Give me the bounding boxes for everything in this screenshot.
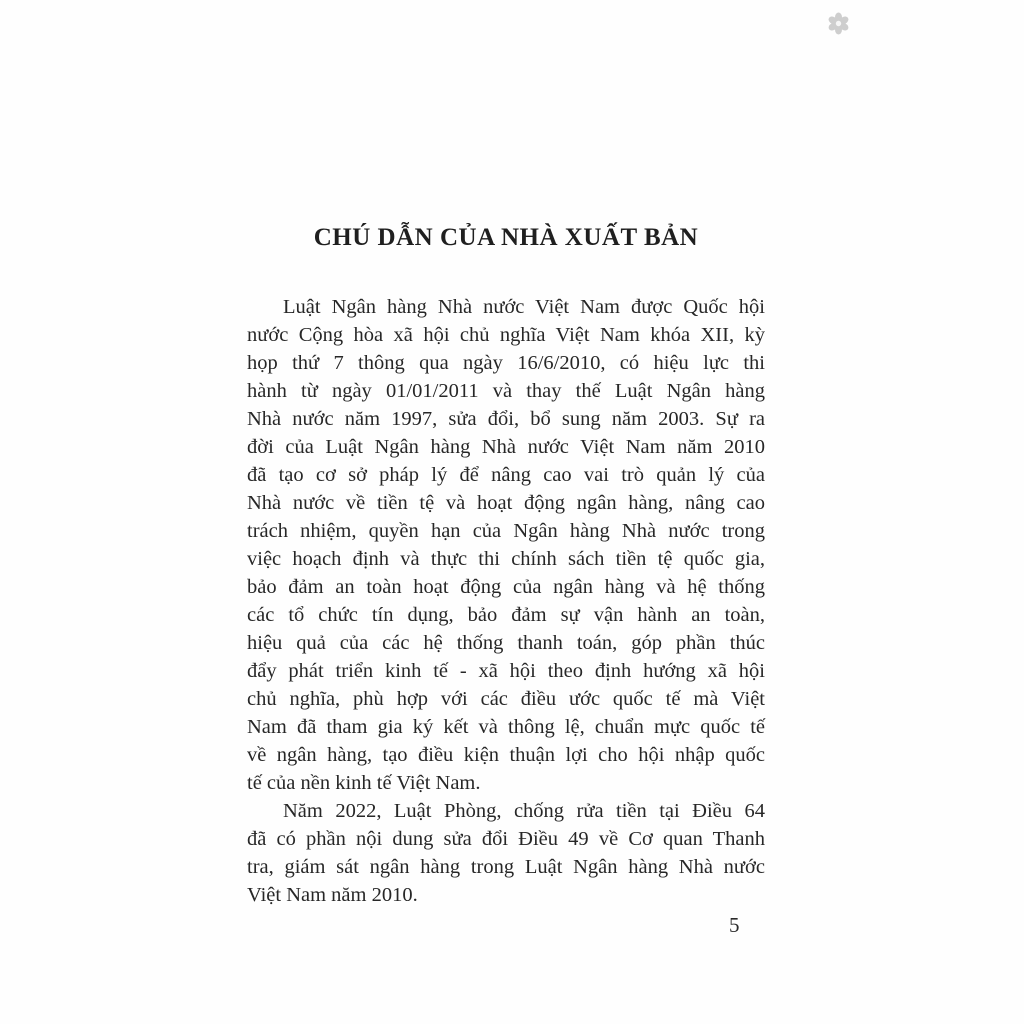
text-line: việc hoạch định và thực thi chính sách tiền tệ quốc gia, [247, 548, 765, 570]
text-line: đã tạo cơ sở pháp lý để nâng cao vai trò quản lý của [247, 464, 765, 486]
text-line: Nam đã tham gia ký kết và thông lệ, chuẩn mực quốc tế [247, 716, 765, 738]
text-line: nước Cộng hòa xã hội chủ nghĩa Việt Nam khóa XII, kỳ [247, 324, 765, 346]
text-line: bảo đảm an toàn hoạt động của ngân hàng và hệ thống [247, 576, 765, 598]
text-line: trách nhiệm, quyền hạn của Ngân hàng Nhà nước trong [247, 520, 765, 542]
text-line: tế của nền kinh tế Việt Nam. [247, 772, 481, 794]
text-line: về ngân hàng, tạo điều kiện thuận lợi cho hội nhập quốc [247, 744, 765, 766]
text-line: hành từ ngày 01/01/2011 và thay thế Luật Ngân hàng [247, 380, 765, 402]
text-line: Việt Nam năm 2010. [247, 884, 418, 906]
text-line: Luật Ngân hàng Nhà nước Việt Nam được Quốc hội [283, 296, 765, 318]
paragraph [247, 293, 765, 797]
text-line: hiệu quả của các hệ thống thanh toán, góp phần thúc [247, 632, 765, 654]
paragraph [247, 797, 765, 909]
page-number: 5 [729, 913, 740, 937]
body-text [247, 293, 765, 909]
text-line: tra, giám sát ngân hàng trong Luật Ngân hàng Nhà nước [247, 856, 765, 878]
text-line: chủ nghĩa, phù hợp với các điều ước quốc tế mà Việt [247, 688, 765, 710]
text-line: đẩy phát triển kinh tế - xã hội theo định hướng xã hội [247, 660, 765, 682]
text-line: đời của Luật Ngân hàng Nhà nước Việt Nam năm 2010 [247, 436, 765, 458]
flower-icon [825, 10, 852, 37]
text-line: Năm 2022, Luật Phòng, chống rửa tiền tại Điều 64 [283, 800, 765, 822]
text-line: họp thứ 7 thông qua ngày 16/6/2010, có hiệu lực thi [247, 352, 765, 374]
text-line: Nhà nước về tiền tệ và hoạt động ngân hàng, nâng cao [247, 492, 765, 514]
text-line: các tổ chức tín dụng, bảo đảm sự vận hành an toàn, [247, 604, 765, 626]
text-line: Nhà nước năm 1997, sửa đổi, bổ sung năm 2003. Sự ra [247, 408, 765, 430]
text-line: đã có phần nội dung sửa đổi Điều 49 về Cơ quan Thanh [247, 828, 765, 850]
page-title: CHÚ DẪN CỦA NHÀ XUẤT BẢN [313, 224, 699, 251]
